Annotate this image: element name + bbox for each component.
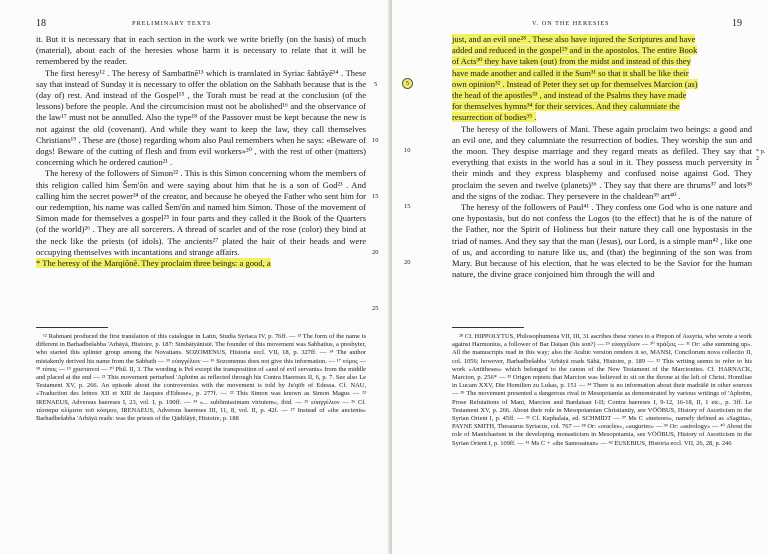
paragraph: The heresy of the followers of Simon²² . This is this Simon concerning whom the members of this religion called him Šem'ōn and were saying about him that he is a son of God²³ . And calling him the secret power²⁴ of the creator, and because he obeyed the Father who sent him for our redemption, his name was called Šem'ōn and named him Simon. Those of the movement of Simon made for themselves a gospel²⁵ in four parts and they called it the Book of the Quarters (of the world)²⁶ . They are all sorcerers. A thread of scarlet and of the rose (color) they bind at the neck like the priests (of idols). The ancients²⁷ plated the hair of their heads and were occupying themselves with incantations and strange affairs.: [36, 168, 366, 257]
footnotes: [452, 333, 752, 448]
footnote-rule: [452, 327, 524, 328]
footnote-rule: [36, 327, 108, 328]
paragraph: The first heresy¹² . The heresy of Sambatīnē¹³ which is translated in Syriac šabtāyē¹⁴ . These say that instead of Sunday it is necessary to offer the oblation on the Sabbath because that is the (day of) rest. And instead of the Gospel¹⁵ , the Torah must be read at the conclusion (of the lessons) before the people. And the circumcision must not be abolished¹⁶ and the observance of the law¹⁷ must not be annulled. Also the type¹⁸ of the Passover must be kept because the new is not against the old (covenant). And while they want to keep the law, they call themselves Christians¹⁹ . These are (those) regarding whom also Paul remembers when he says: «Beware of dogs! Beware of the cutting of flesh and from evil workers»²⁰ , with the rest of other (matters) concerning which he ordered caution²¹ .: [36, 67, 366, 168]
page-number: 19: [732, 18, 742, 29]
line-number: 15: [372, 193, 379, 200]
highlighted-line: * The heresy of the Marqiōnē. They proclaim three beings: a good, a: [36, 258, 271, 269]
paragraph: The heresy of the followers of Paul⁴¹ . They confess one God who is one nature and one hypostasis, but do not confess the Logos (to the effect) that he is of the nature of the Father, nor the Spirit of Holiness but their nature they call one hypostasis in the triad of names. And they say that the man (Jesus), our Lord, is a simple man⁴² , like one of us, and according to nature like us, and (that) the beginning of the son was from Mary. But because of his election, that he was elected to be the Savior for the human nature, the divine grace conjoined him through the will and: [452, 202, 752, 280]
line-number: 10: [372, 137, 379, 144]
footnotes: [36, 333, 366, 423]
footnote-text: ²⁸ Cf. HIPPOLYTUS, Philosophumena VII, III, 31 ascribes these views to a Prepon of Assyria, who wrote a work against Harmonius, a follower of Bar Daiṣan (his son?) — ²⁹ εὐαγγέλιον — ³⁰ πράξεις — ³¹ Or: «the summing up». All the manuscripts read in this way; also the Arabic version renders it so, MANSI, Concilorum nova collectio II, col. 1056; however, Barhadbešabba 'Arbāyā reads Sāhā, Histoire, p. 189 — ³² This writing seems to refer to his work «Antitheses» which belonged to the canon of the New Testament of the Marcionites. Cf. HARNACK, Marcion, p. 256* — ³³ Origen reports that Marcion was believed to sit on the throne at the left of Christ. Homiliae in Lucam XXV, Die Homilien zu Lukas, p. 151 — ³⁴ There is no information about their madrāšē in other sources — ³⁵ The movement presented a dangerous rival in Mesopotamia as demonstrated by various writings of 'Aphrēm, Prose Refutations of Mani, Marcion and Bardaisan I-II; Contra haereses I, 9-12, 16-18, II, 1 etc., p. 3ff. Le Testament XV, p. 266. About their role in Mesopotamian Christianity, see VÖÖBUS, History of Asceticism in the Syrian Orient I, p. 45ff. — ³⁶ Cf. Kephalaia, ed. SCHMIDT — ³⁷ Ms C «meteors», namely defined as «Sagitta», PAYNE SMITH, Thesaurus Syriacus, col. 767 — ³⁸ Or: «oracles», «auguries» — ³⁹ Or: «astrology» — ⁴⁰ About the role of Manichaeism in the developing monasticism in Mesopotamia, see VÖÖBUS, History of Asceticism in the Syrian Orient I, p. 109ff. — ⁴¹ Ms C + «the Samosatean» — ⁴² EUSEBIUS, Historia eccl. VII, 26, 28, p. 246: [452, 333, 752, 447]
footnote-text: ¹² Rahmani produced the first translation of this catalogue in Latin, Studia Syriaca IV, p. 76ff. — ¹³ The form of the name is different in Barhadbešabba 'Arbāyā, Histoire, p. 187: Simbātyānistē. The founder of this movement was Sabbatius, a presbyter, who started this splinter group among the Novatians. SOZOMENUS, Historia eccl. VII, 18, p. 327ff. — ¹⁴ The author mistakenly derived his name from the Sabbath — ¹⁵ εὐαγγέλιον — ¹⁶ Sozomenus does not give this information. — ¹⁷ νόμος — ¹⁸ τύπος — ¹⁹ χριστιανοί — ²⁰ Phil. II, 3. The wording is Peš except the transposition of «and of evil servants» from the middle and placed at the end — ²¹ This movement perturbed 'Aphrēm as reflected through his Contra Haereses II, 6, p. 7. See also Le Testament XV, p. 266. An episode about the controversies with the movement is told by Ju'qōb of Edessa. Cf. NAU, «Traduction des lettres XII et XIII de Jacques d'Edesse», p. 277f. — ²² This Simon was known as Simon Magus — ²³ IRENAEUS, Adversus haereses I, 23, vol. I, p. 190ff. — ²⁴ «... sublimissimam virtutem», ibid. — ²⁵ εὐαγγέλιον — ²⁶ Cf. τέσσαρα κλίματα τοῦ κόσμου, IRENAEUS, Adversus haereses III, 11, 8, vol. II, p. 42f. — ²⁷ Instead of «the ancients» Barhadbešabba 'Arbāyā reads: was the priests of the Qādišāyē, Histoire, p. 188: [36, 333, 366, 423]
main-text: [452, 34, 752, 280]
highlighted-line: have made another and called it the Sum³¹ so that it shall be like their: [452, 67, 689, 78]
right-page: [392, 0, 768, 554]
highlighted-line: just, and an evil one²⁸ . These also have injured the Scriptures and have: [452, 34, 696, 44]
line-number-circled: 5: [402, 78, 413, 89]
main-text: [36, 34, 366, 269]
line-number: 25: [372, 305, 379, 312]
line-number: 5: [374, 81, 378, 88]
line-number: 20: [372, 249, 379, 256]
highlighted-line: resurrection of bodies³⁵ .: [452, 112, 537, 123]
highlighted-line: the head of the apostles³³ , and instead of the Psalms they have made: [452, 90, 687, 101]
paragraph: it. But it is necessary that in each section in the work we write briefly (on the basis) of much (material), about each of the heresies whose harm it is necessary to relate that it will be remembered by the reader.: [36, 34, 366, 67]
running-head: PRELIMINARY TEXTS: [132, 20, 212, 27]
line-number: 10: [404, 147, 411, 154]
highlighted-line: of Acts³⁰ they have taken (out) from the midst and instead of this they: [452, 56, 691, 67]
highlighted-line: added and reduced in the gospel²⁹ and in the apostolos. The entire Book: [452, 45, 698, 56]
line-number: 20: [404, 259, 411, 266]
page-number: 18: [36, 18, 46, 29]
highlighted-line: own opinion³² . Instead of Peter they set up for themselves Marcion (as): [452, 78, 698, 89]
running-head: V. ON THE HERESIES: [532, 20, 610, 27]
line-number: 15: [404, 203, 411, 210]
paragraph: The heresy of the followers of Mani. These again proclaim two beings: a good and an evil one, and they calumniate the resurrection of bodies. They worship the sun and the moon. They despise marriage and they regard meats as defiled. They say that everything that exists in the world has a soul in it. They possess much perversity in their minds and they express blasphemy and confused noise against God. They proclaim the seven and twelve (planets)³⁶ . They say that there are thrums³⁷ and lots³⁸ and the signs of the zodiac. They persevere in the chaldean³⁹ art⁴⁰ .: [452, 123, 752, 201]
margin-note: * p. 2: [756, 148, 766, 162]
highlighted-line: for themselves hymns³⁴ for their services. And they calumniate the: [452, 101, 680, 112]
